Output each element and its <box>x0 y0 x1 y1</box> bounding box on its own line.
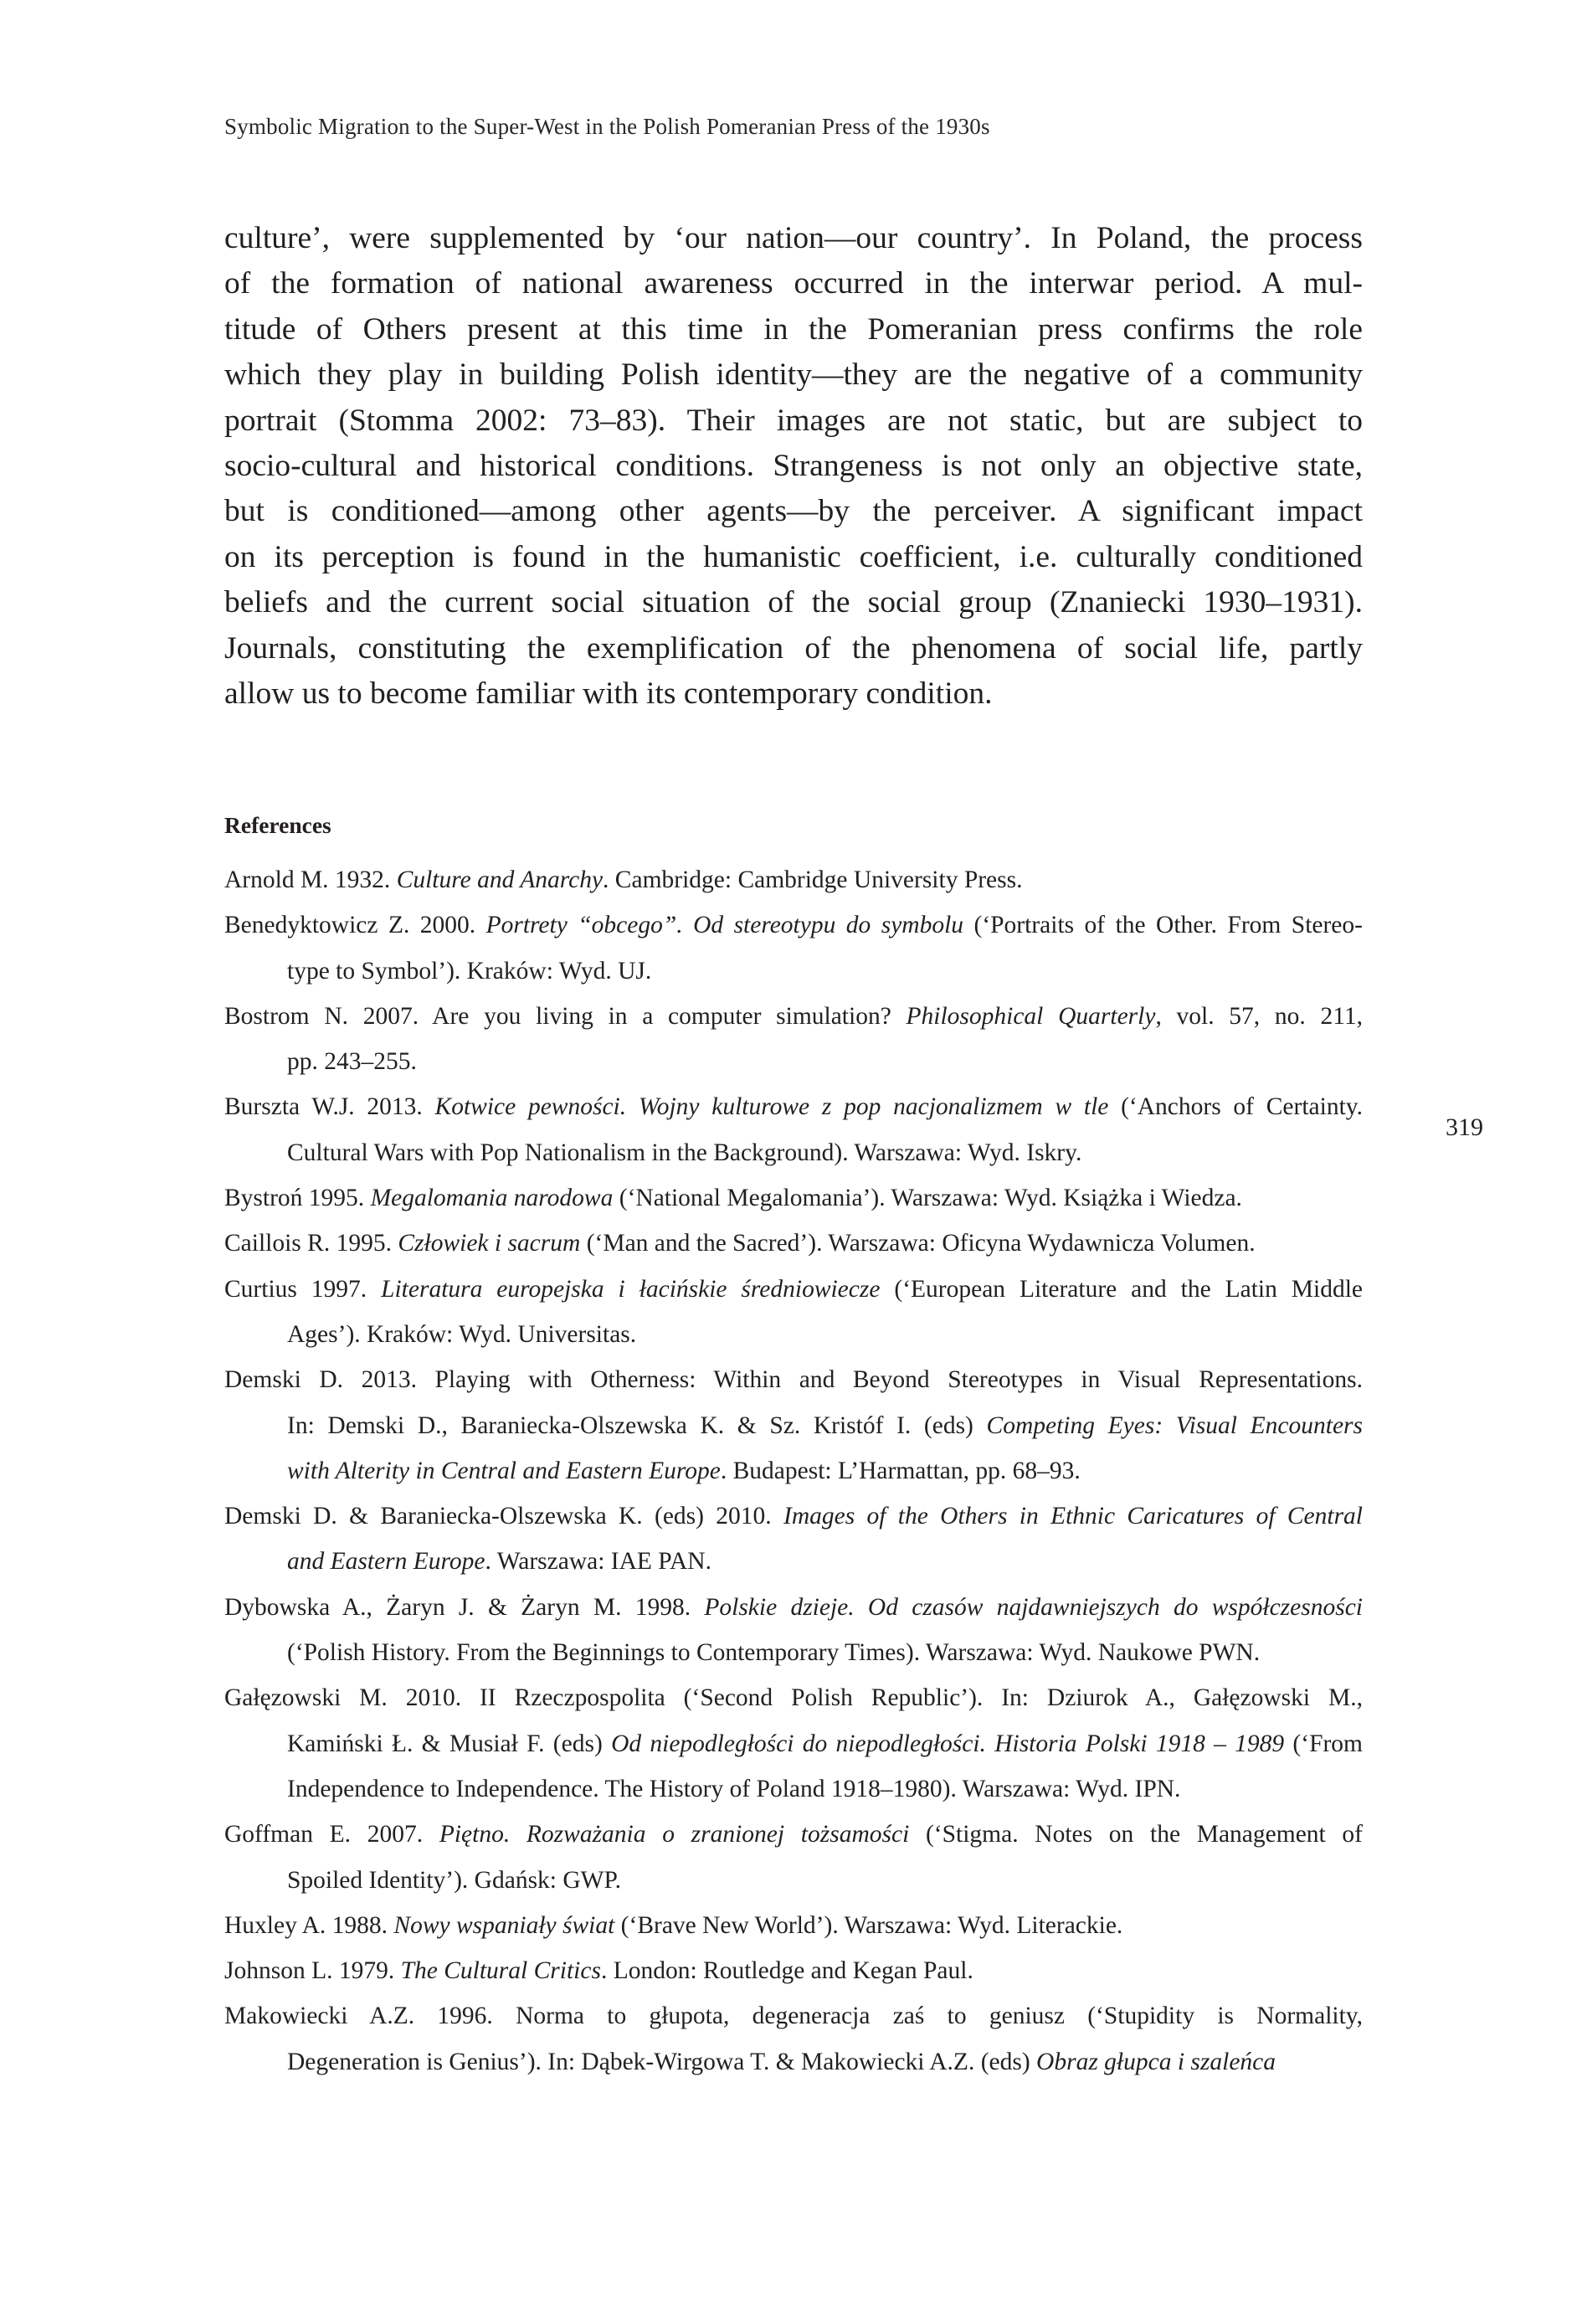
reference-line <box>224 1766 1363 1812</box>
reference-text: (‘From <box>1284 1730 1363 1757</box>
reference-line <box>224 1993 1363 2039</box>
reference-entry <box>224 1494 1363 1585</box>
reference-text: (‘Stigma. Notes on the Management of <box>909 1821 1364 1848</box>
reference-text: Dybowska A., Żaryn J. & Żaryn M. 1998. <box>224 1593 705 1621</box>
reference-text: Demski D. 2013. Playing with Otherness: Within and Beyond Stereotypes in Visual Representations. <box>224 1366 1363 1394</box>
reference-text: Cultural Wars with Pop Nationalism in the Background). Warszawa: Wyd. Iskry. <box>287 1139 1082 1166</box>
reference-line <box>224 1585 1363 1630</box>
reference-text: (‘European Literature and the Latin Middle <box>880 1275 1363 1303</box>
reference-text: Burszta W.J. 2013. <box>224 1093 435 1121</box>
reference-text: Demski D. & Baraniecka-Olszewska K. (eds) 2010. <box>224 1503 783 1530</box>
reference-entry <box>224 902 1363 994</box>
reference-text: Bostrom N. 2007. Are you living in a computer simulation? <box>224 1002 907 1030</box>
reference-line <box>224 1630 1363 1675</box>
reference-text: Ages’). Kraków: Wyd. Universitas. <box>287 1320 637 1348</box>
reference-entry <box>224 1221 1363 1266</box>
body-line: beliefs and the current social situation of the social group (Znaniecki 1930–1931). <box>224 585 1363 620</box>
body-line: but is conditioned—among other agents—by the perceiver. A significant impact <box>224 494 1363 529</box>
reference-line <box>224 1812 1363 1857</box>
body-line: portrait (Stomma 2002: 73–83). Their images are not static, but are subject to <box>224 403 1363 438</box>
reference-text: (‘National Megalomania’). Warszawa: Wyd. Książka i Wiedza. <box>613 1185 1242 1212</box>
reference-line <box>224 1858 1363 1903</box>
reference-text: (‘Portraits of the Other. From Stereo- <box>963 912 1363 939</box>
reference-text: Bystroń 1995. <box>224 1185 371 1212</box>
reference-line <box>224 1448 1363 1494</box>
reference-line <box>224 1357 1363 1402</box>
reference-title: and Eastern Europe <box>287 1548 485 1576</box>
reference-text: . Cambridge: Cambridge University Press. <box>603 866 1023 893</box>
body-line: allow us to become familiar with its contemporary condition. <box>224 676 993 711</box>
reference-entry <box>224 1175 1363 1221</box>
reference-line <box>224 1130 1363 1175</box>
reference-title: Literatura europejska i łacińskie średniowiecze <box>381 1275 881 1303</box>
reference-entry <box>224 1585 1363 1676</box>
reference-line <box>224 1267 1363 1312</box>
reference-text: Kamiński Ł. & Musiał F. (eds) <box>287 1730 612 1757</box>
reference-entry <box>224 1993 1363 2085</box>
body-line: of the formation of national awareness occurred in the interwar period. A mul- <box>224 266 1363 301</box>
reference-line <box>224 1948 1363 1993</box>
reference-text: Johnson L. 1979. <box>224 1957 401 1985</box>
reference-line <box>224 1039 1363 1084</box>
reference-text: In: Demski D., Baraniecka-Olszewska K. & Sz. Kristóf I. (eds) <box>287 1411 987 1439</box>
reference-text: Degeneration is Genius’). In: Dąbek-Wirgowa T. & Makowiecki A.Z. (eds) <box>287 2048 1037 2075</box>
reference-line <box>224 949 1363 994</box>
reference-title: Megalomania narodowa <box>370 1185 614 1212</box>
reference-title: Kotwice pewności. Wojny kulturowe z pop nacjonalizmem w tle <box>434 1093 1109 1121</box>
reference-line <box>224 857 1363 902</box>
reference-line <box>224 1312 1363 1357</box>
reference-line <box>224 1175 1363 1221</box>
body-line: which they play in building Polish identity—they are the negative of a community <box>224 357 1363 393</box>
reference-entry <box>224 1812 1363 1903</box>
reference-entry <box>224 1084 1363 1175</box>
reference-text: pp. 243–255. <box>287 1048 417 1076</box>
reference-line <box>224 1221 1363 1266</box>
reference-entry <box>224 1357 1363 1494</box>
reference-title: The Cultural Critics <box>400 1957 601 1985</box>
reference-text: Goffman E. 2007. <box>224 1821 439 1848</box>
reference-title: Od niepodległości do niepodległości. Historia Polski 1918 – 1989 <box>611 1730 1285 1757</box>
reference-text: Gałęzowski M. 2010. II Rzeczpospolita (‘Second Polish Republic’). In: Dziurok A., Gałęzowski M., <box>224 1684 1363 1712</box>
reference-line <box>224 1403 1363 1448</box>
reference-text: Makowiecki A.Z. 1996. Norma to głupota, degeneracja zaś to geniusz (‘Stupidity is Normality, <box>224 2003 1363 2030</box>
reference-line <box>224 1675 1363 1720</box>
reference-entry <box>224 994 1363 1085</box>
reference-entry <box>224 1903 1363 1948</box>
reference-text: Benedyktowicz Z. 2000. <box>224 912 486 939</box>
body-line: on its perception is found in the humanistic coefficient, i.e. culturally conditioned <box>224 539 1363 574</box>
reference-text: , vol. 57, no. 211, <box>1155 1002 1363 1030</box>
references-list <box>224 857 1363 2085</box>
reference-text: (‘Anchors of Certainty. <box>1108 1093 1363 1121</box>
reference-text: (‘Brave New World’). Warszawa: Wyd. Literackie. <box>614 1911 1123 1939</box>
reference-text: Spoiled Identity’). Gdańsk: GWP. <box>287 1866 622 1894</box>
reference-text: (‘Polish History. From the Beginnings to Contemporary Times). Warszawa: Wyd. Naukowe PWN. <box>287 1639 1261 1667</box>
reference-line <box>224 994 1363 1039</box>
reference-line <box>224 902 1363 948</box>
reference-title: Obraz głupca i szaleńca <box>1036 2048 1276 2075</box>
reference-title: Competing Eyes: Visual Encounters <box>986 1411 1363 1439</box>
reference-text: Independence to Independence. The History of Poland 1918–1980). Warszawa: Wyd. IPN. <box>287 1775 1181 1802</box>
reference-line <box>224 1539 1363 1584</box>
reference-text: . Budapest: L’Harmattan, pp. 68–93. <box>720 1457 1081 1484</box>
body-line: culture’, were supplemented by ‘our nation—our country’. In Poland, the process <box>224 221 1363 255</box>
reference-title: Nowy wspaniały świat <box>393 1911 615 1939</box>
reference-text: Caillois R. 1995. <box>224 1230 398 1257</box>
reference-title: Portrety “obcego”. Od stereotypu do symbolu <box>485 912 964 939</box>
reference-text: . London: Routledge and Kegan Paul. <box>600 1957 973 1985</box>
reference-title: Images of the Others in Ethnic Caricatures of Central <box>783 1503 1363 1530</box>
reference-line <box>224 1084 1363 1129</box>
reference-entry <box>224 1675 1363 1812</box>
reference-line <box>224 1721 1363 1766</box>
running-head: Symbolic Migration to the Super-West in the Polish Pomeranian Press of the 1930s <box>224 114 990 139</box>
page-number: 319 <box>1446 1113 1483 1141</box>
reference-title: Polskie dzieje. Od czasów najdawniejszych do współczesności <box>704 1593 1363 1621</box>
reference-text: Arnold M. 1932. <box>224 866 397 893</box>
reference-entry <box>224 1267 1363 1358</box>
references-heading: References <box>224 812 331 838</box>
reference-text: type to Symbol’). Kraków: Wyd. UJ. <box>287 957 652 985</box>
reference-text: . Warszawa: IAE PAN. <box>485 1548 711 1576</box>
reference-text: Huxley A. 1988. <box>224 1911 394 1939</box>
reference-line <box>224 2039 1363 2085</box>
reference-text: Curtius 1997. <box>224 1275 382 1303</box>
reference-entry <box>224 857 1363 902</box>
body-line: socio-cultural and historical conditions. Strangeness is not only an objective state, <box>224 448 1363 483</box>
body-line: Journals, constituting the exemplification of the phenomena of social life, partly <box>224 630 1363 666</box>
reference-entry <box>224 1948 1363 1993</box>
reference-title: Człowiek i sacrum <box>398 1230 581 1257</box>
reference-line <box>224 1494 1363 1539</box>
reference-title: Culture and Anarchy <box>396 866 604 893</box>
reference-text: (‘Man and the Sacred’). Warszawa: Oficyna Wydawnicza Volumen. <box>580 1230 1256 1257</box>
reference-title: with Alterity in Central and Eastern Europe <box>287 1457 721 1484</box>
reference-title: Piętno. Rozważania o zranionej tożsamości <box>439 1821 910 1848</box>
reference-title: Philosophical Quarterly <box>906 1002 1156 1030</box>
body-paragraph <box>224 216 1363 717</box>
reference-line <box>224 1903 1363 1948</box>
body-line: titude of Others present at this time in the Pomeranian press confirms the role <box>224 311 1363 347</box>
